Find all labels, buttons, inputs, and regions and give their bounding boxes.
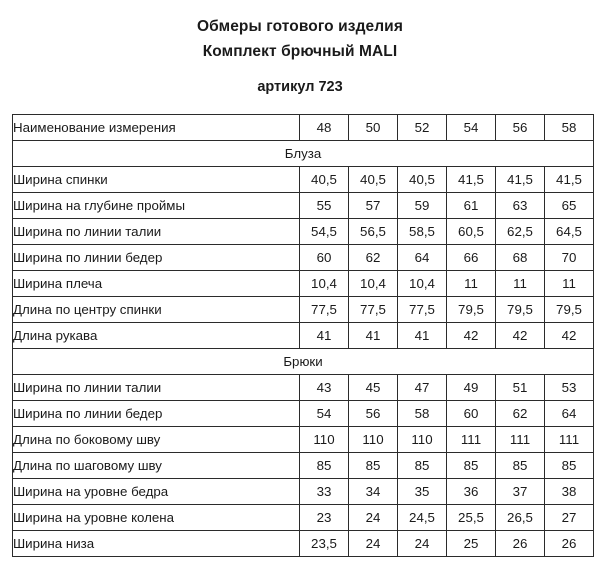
- cell-value: 56,5: [349, 219, 398, 245]
- cell-value: 110: [300, 427, 349, 453]
- section-header-row: [13, 141, 594, 167]
- cell-value: 11: [496, 271, 545, 297]
- cell-value: 58,5: [398, 219, 447, 245]
- cell-value: 34: [349, 479, 398, 505]
- table-head: [13, 115, 594, 141]
- table-row: [13, 479, 594, 505]
- cell-value: 25,5: [447, 505, 496, 531]
- row-label: Ширина на глубине проймы: [13, 193, 300, 219]
- cell-value: 85: [300, 453, 349, 479]
- column-header-size-56: 56: [496, 115, 545, 141]
- cell-value: 41,5: [447, 167, 496, 193]
- cell-value: 60,5: [447, 219, 496, 245]
- section-title-blouse: Блуза: [13, 141, 594, 167]
- cell-value: 64: [398, 245, 447, 271]
- cell-value: 51: [496, 375, 545, 401]
- table-row: [13, 427, 594, 453]
- cell-value: 65: [545, 193, 594, 219]
- row-label: Ширина по линии талии: [13, 219, 300, 245]
- cell-value: 85: [398, 453, 447, 479]
- table-row: [13, 271, 594, 297]
- table-row: [13, 167, 594, 193]
- cell-value: 70: [545, 245, 594, 271]
- section-title-trousers: Брюки: [13, 349, 594, 375]
- measurements-table-wrapper: [0, 114, 600, 557]
- cell-value: 54: [300, 401, 349, 427]
- cell-value: 58: [398, 401, 447, 427]
- cell-value: 24: [349, 531, 398, 557]
- row-label: Ширина спинки: [13, 167, 300, 193]
- cell-value: 23,5: [300, 531, 349, 557]
- cell-value: 24: [398, 531, 447, 557]
- cell-value: 53: [545, 375, 594, 401]
- cell-value: 85: [496, 453, 545, 479]
- table-row: [13, 323, 594, 349]
- cell-value: 42: [545, 323, 594, 349]
- cell-value: 26: [496, 531, 545, 557]
- row-label: Ширина по линии талии: [13, 375, 300, 401]
- cell-value: 77,5: [349, 297, 398, 323]
- cell-value: 79,5: [545, 297, 594, 323]
- cell-value: 11: [447, 271, 496, 297]
- column-header-name: Наименование измерения: [13, 115, 300, 141]
- article-line: [0, 76, 600, 98]
- row-label: Длина по центру спинки: [13, 297, 300, 323]
- table-row: [13, 219, 594, 245]
- cell-value: 85: [349, 453, 398, 479]
- table-header-row: [13, 115, 594, 141]
- cell-value: 43: [300, 375, 349, 401]
- row-label: Ширина на уровне бедра: [13, 479, 300, 505]
- cell-value: 79,5: [447, 297, 496, 323]
- cell-value: 41: [398, 323, 447, 349]
- article-label: артикул: [257, 79, 315, 95]
- cell-value: 62,5: [496, 219, 545, 245]
- table-row: [13, 297, 594, 323]
- table-row: [13, 505, 594, 531]
- table-row: [13, 193, 594, 219]
- cell-value: 60: [447, 401, 496, 427]
- cell-value: 85: [447, 453, 496, 479]
- row-label: Ширина плеча: [13, 271, 300, 297]
- column-header-size-58: 58: [545, 115, 594, 141]
- row-label: Длина по шаговому шву: [13, 453, 300, 479]
- cell-value: 26,5: [496, 505, 545, 531]
- table-row: [13, 401, 594, 427]
- cell-value: 24: [349, 505, 398, 531]
- cell-value: 110: [349, 427, 398, 453]
- cell-value: 41,5: [545, 167, 594, 193]
- cell-value: 37: [496, 479, 545, 505]
- cell-value: 85: [545, 453, 594, 479]
- cell-value: 42: [447, 323, 496, 349]
- cell-value: 41: [300, 323, 349, 349]
- cell-value: 40,5: [349, 167, 398, 193]
- cell-value: 77,5: [300, 297, 349, 323]
- cell-value: 110: [398, 427, 447, 453]
- column-header-size-48: 48: [300, 115, 349, 141]
- measurements-table: [12, 114, 594, 557]
- table-row: [13, 245, 594, 271]
- document-title-line-2: Комплект брючный MALI: [202, 43, 398, 60]
- cell-value: 111: [447, 427, 496, 453]
- cell-value: 64,5: [545, 219, 594, 245]
- column-header-size-54: 54: [447, 115, 496, 141]
- cell-value: 41,5: [496, 167, 545, 193]
- cell-value: 33: [300, 479, 349, 505]
- cell-value: 23: [300, 505, 349, 531]
- table-row: [13, 375, 594, 401]
- cell-value: 62: [496, 401, 545, 427]
- cell-value: 68: [496, 245, 545, 271]
- cell-value: 35: [398, 479, 447, 505]
- row-label: Ширина по линии бедер: [13, 245, 300, 271]
- row-label: Ширина низа: [13, 531, 300, 557]
- cell-value: 77,5: [398, 297, 447, 323]
- cell-value: 54,5: [300, 219, 349, 245]
- cell-value: 45: [349, 375, 398, 401]
- column-header-size-52: 52: [398, 115, 447, 141]
- cell-value: 56: [349, 401, 398, 427]
- column-header-size-50: 50: [349, 115, 398, 141]
- cell-value: 49: [447, 375, 496, 401]
- row-label: Ширина по линии бедер: [13, 401, 300, 427]
- section-header-row: [13, 349, 594, 375]
- cell-value: 40,5: [300, 167, 349, 193]
- cell-value: 66: [447, 245, 496, 271]
- cell-value: 111: [496, 427, 545, 453]
- cell-value: 26: [545, 531, 594, 557]
- cell-value: 47: [398, 375, 447, 401]
- row-label: Длина рукава: [13, 323, 300, 349]
- table-body: [13, 141, 594, 557]
- cell-value: 10,4: [349, 271, 398, 297]
- cell-value: 40,5: [398, 167, 447, 193]
- cell-value: 111: [545, 427, 594, 453]
- cell-value: 60: [300, 245, 349, 271]
- table-row: [13, 453, 594, 479]
- cell-value: 62: [349, 245, 398, 271]
- row-label: Длина по боковому шву: [13, 427, 300, 453]
- cell-value: 61: [447, 193, 496, 219]
- cell-value: 79,5: [496, 297, 545, 323]
- article-value: 723: [318, 79, 343, 95]
- document-header: [0, 0, 600, 98]
- cell-value: 36: [447, 479, 496, 505]
- cell-value: 25: [447, 531, 496, 557]
- cell-value: 55: [300, 193, 349, 219]
- cell-value: 27: [545, 505, 594, 531]
- cell-value: 41: [349, 323, 398, 349]
- cell-value: 10,4: [398, 271, 447, 297]
- table-row: [13, 531, 594, 557]
- cell-value: 11: [545, 271, 594, 297]
- cell-value: 24,5: [398, 505, 447, 531]
- cell-value: 63: [496, 193, 545, 219]
- cell-value: 10,4: [300, 271, 349, 297]
- cell-value: 42: [496, 323, 545, 349]
- cell-value: 64: [545, 401, 594, 427]
- document-title-line-1: Обмеры готового изделия: [197, 18, 403, 35]
- cell-value: 38: [545, 479, 594, 505]
- cell-value: 57: [349, 193, 398, 219]
- cell-value: 59: [398, 193, 447, 219]
- row-label: Ширина на уровне колена: [13, 505, 300, 531]
